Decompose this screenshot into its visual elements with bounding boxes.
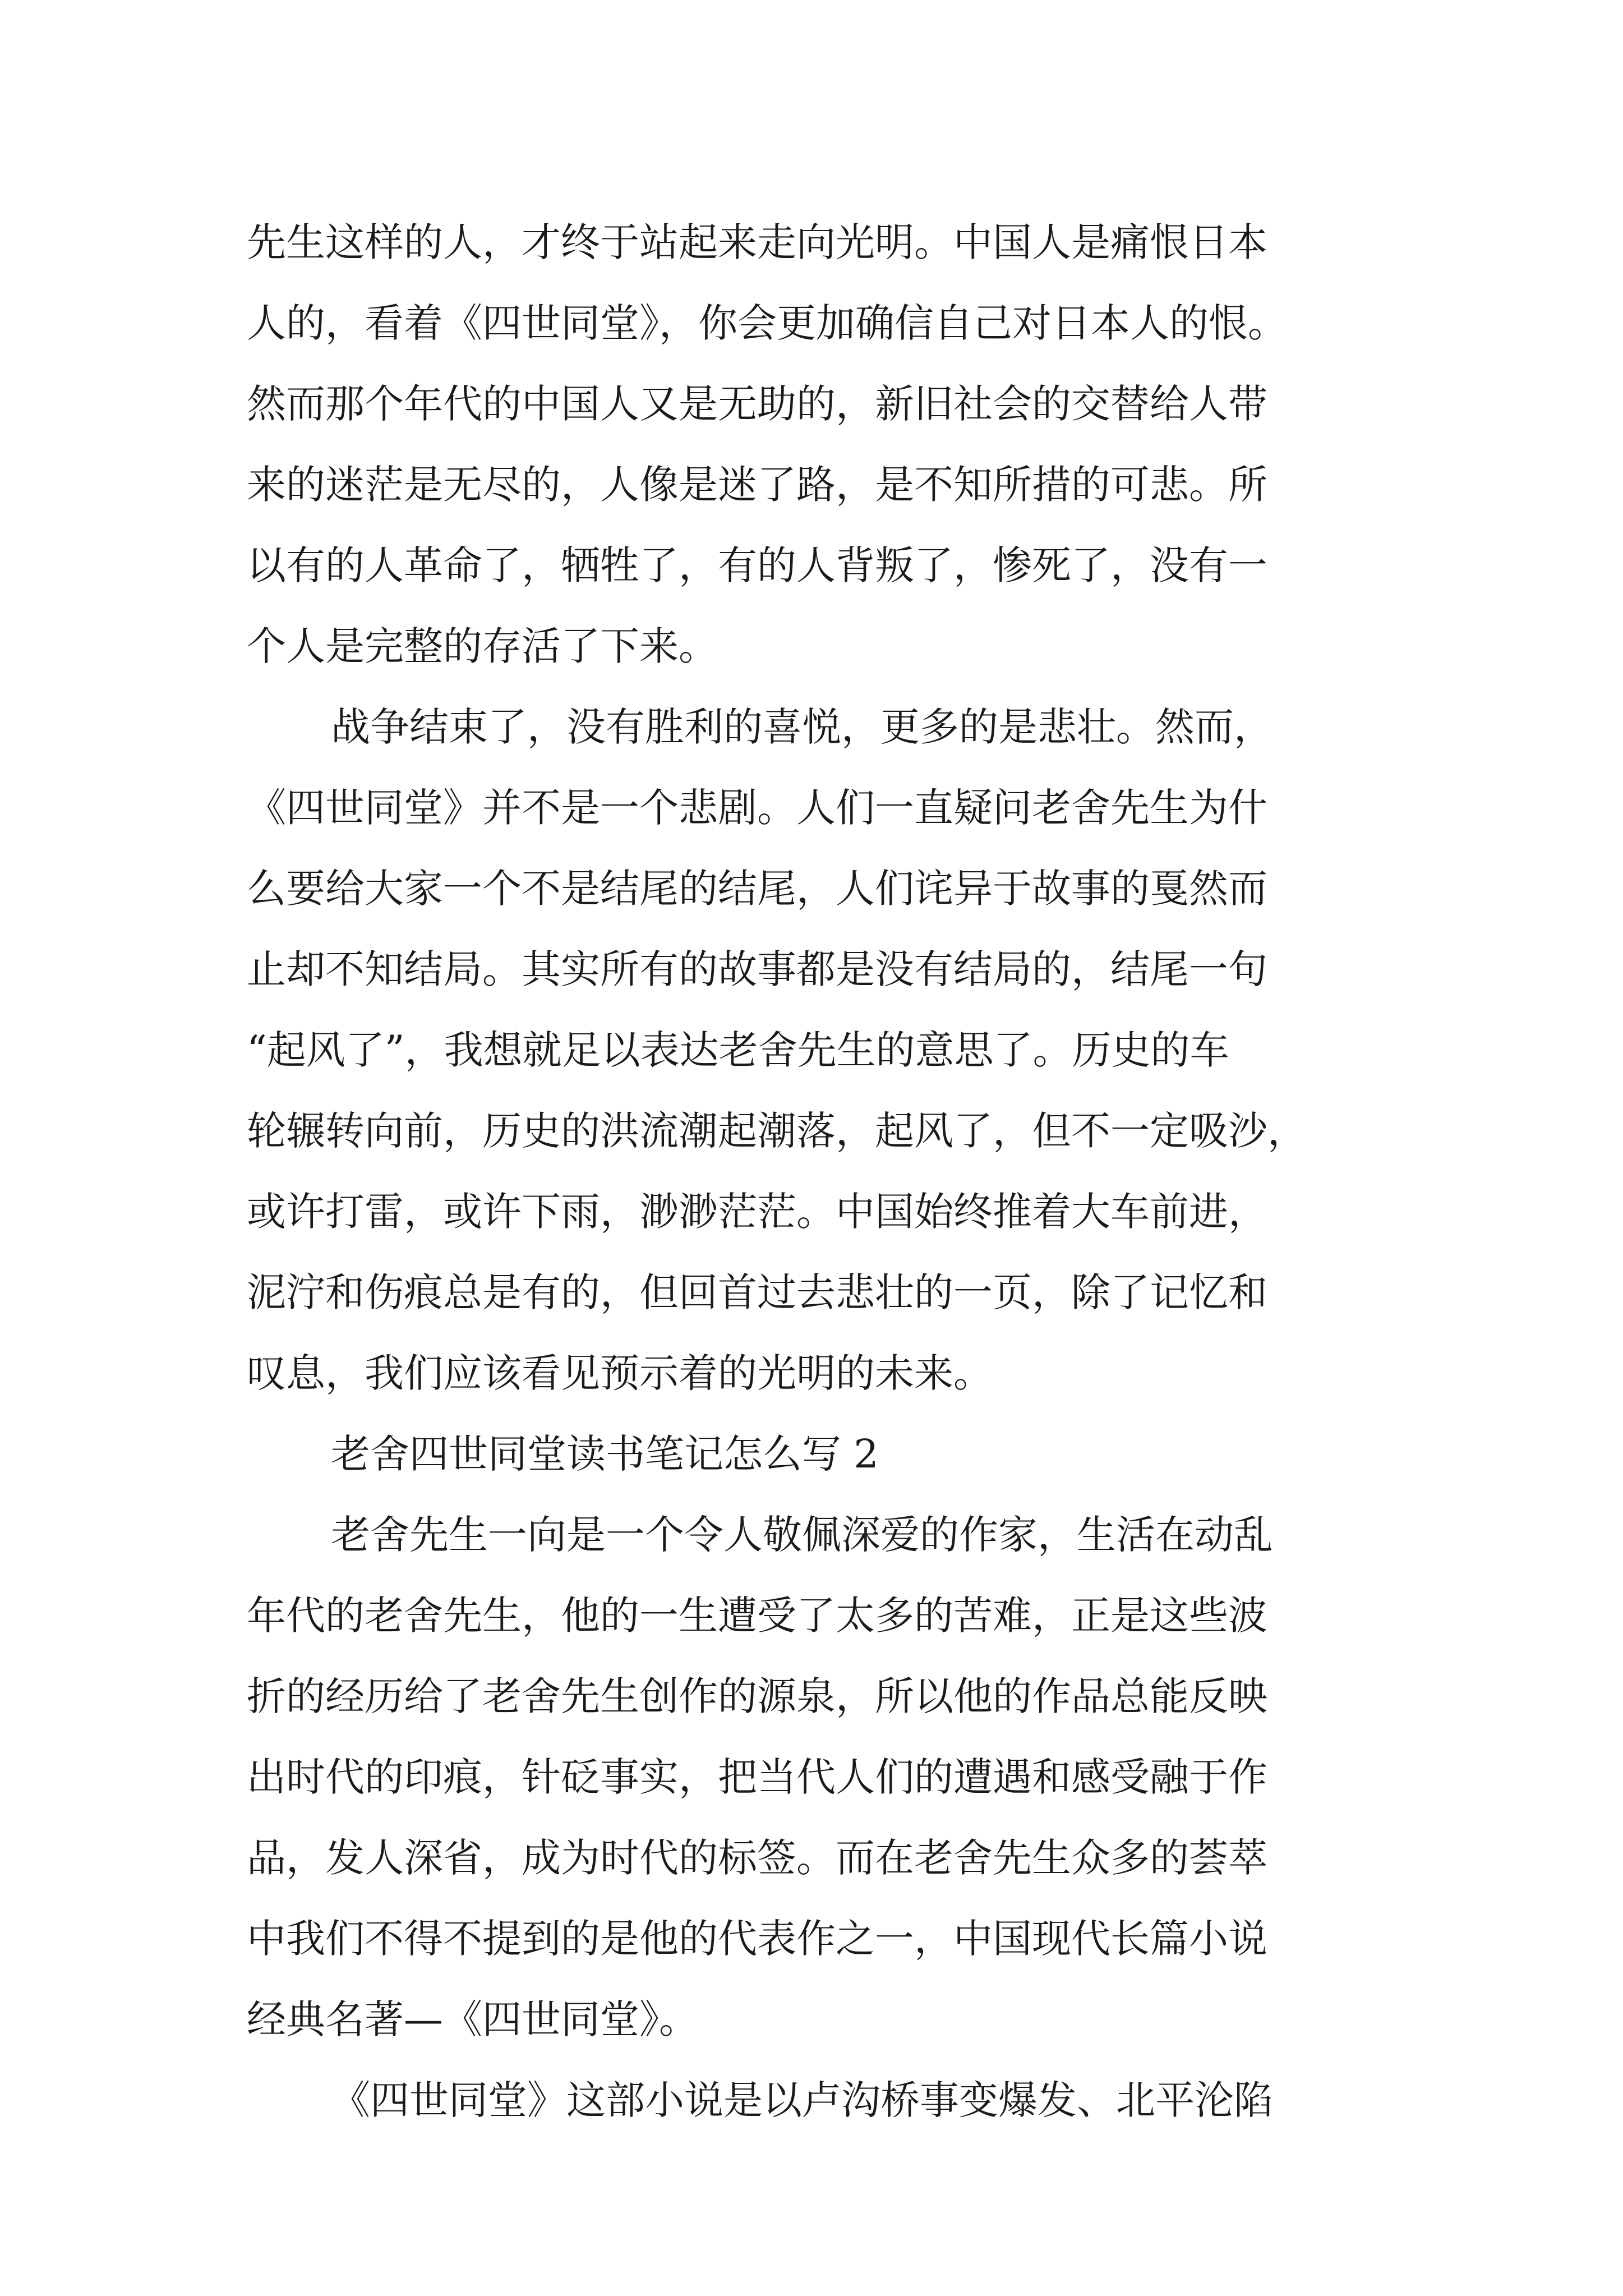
text-line: 个人是完整的存活了下来。	[247, 623, 718, 669]
text-line: 出时代的印痕，针砭事实，把当代人们的遭遇和感受融于作	[247, 1754, 1267, 1800]
body-text	[247, 202, 1391, 2141]
text-line: 品，发人深省，成为时代的标签。而在老舍先生众多的荟萃	[247, 1835, 1267, 1881]
text-line: 么要给大家一个不是结尾的结尾，人们诧异于故事的戛然而	[247, 866, 1267, 912]
text-line: 经典名著—《四世同堂》。	[247, 1996, 698, 2042]
section-heading: 老舍四世同堂读书笔记怎么写 2	[331, 1431, 879, 1477]
paragraph-start-line: 战争结束了，没有胜利的喜悦，更多的是悲壮。然而，	[331, 704, 1273, 750]
text-line: 年代的老舍先生，他的一生遭受了太多的苦难，正是这些波	[247, 1593, 1267, 1639]
text-line: “起风了”，我想就足以表达老舍先生的意思了。历史的车	[247, 1027, 1229, 1073]
paragraph-start-line: 老舍先生一向是一个令人敬佩深爱的作家，生活在动乱	[331, 1512, 1273, 1558]
text-line: 泥泞和伤痕总是有的，但回首过去悲壮的一页，除了记忆和	[247, 1269, 1267, 1315]
text-line: 先生这样的人，才终于站起来走向光明。中国人是痛恨日本	[247, 219, 1267, 265]
text-line: 人的，看着《四世同堂》，你会更加确信自己对日本人的恨。	[247, 300, 1287, 346]
text-line: 以有的人革命了，牺牲了，有的人背叛了，惨死了，没有一	[247, 542, 1267, 588]
text-line: 叹息，我们应该看见预示着的光明的未来。	[247, 1350, 993, 1396]
text-line: 轮辗转向前，历史的洪流潮起潮落，起风了，但不一定吸沙，	[247, 1108, 1307, 1154]
text-line: 来的迷茫是无尽的，人像是迷了路，是不知所措的可悲。所	[247, 462, 1267, 508]
text-line: 《四世同堂》并不是一个悲剧。人们一直疑问老舍先生为什	[247, 785, 1267, 831]
text-line: 折的经历给了老舍先生创作的源泉，所以他的作品总能反映	[247, 1673, 1267, 1719]
text-line: 中我们不得不提到的是他的代表作之一，中国现代长篇小说	[247, 1916, 1267, 1962]
text-line: 或许打雷，或许下雨，渺渺茫茫。中国始终推着大车前进，	[247, 1189, 1267, 1235]
text-line: 然而那个年代的中国人又是无助的，新旧社会的交替给人带	[247, 381, 1267, 427]
text-line: 止却不知结局。其实所有的故事都是没有结局的，结尾一句	[247, 946, 1267, 992]
paragraph-start-line: 《四世同堂》这部小说是以卢沟桥事变爆发、北平沦陷	[331, 2077, 1273, 2123]
